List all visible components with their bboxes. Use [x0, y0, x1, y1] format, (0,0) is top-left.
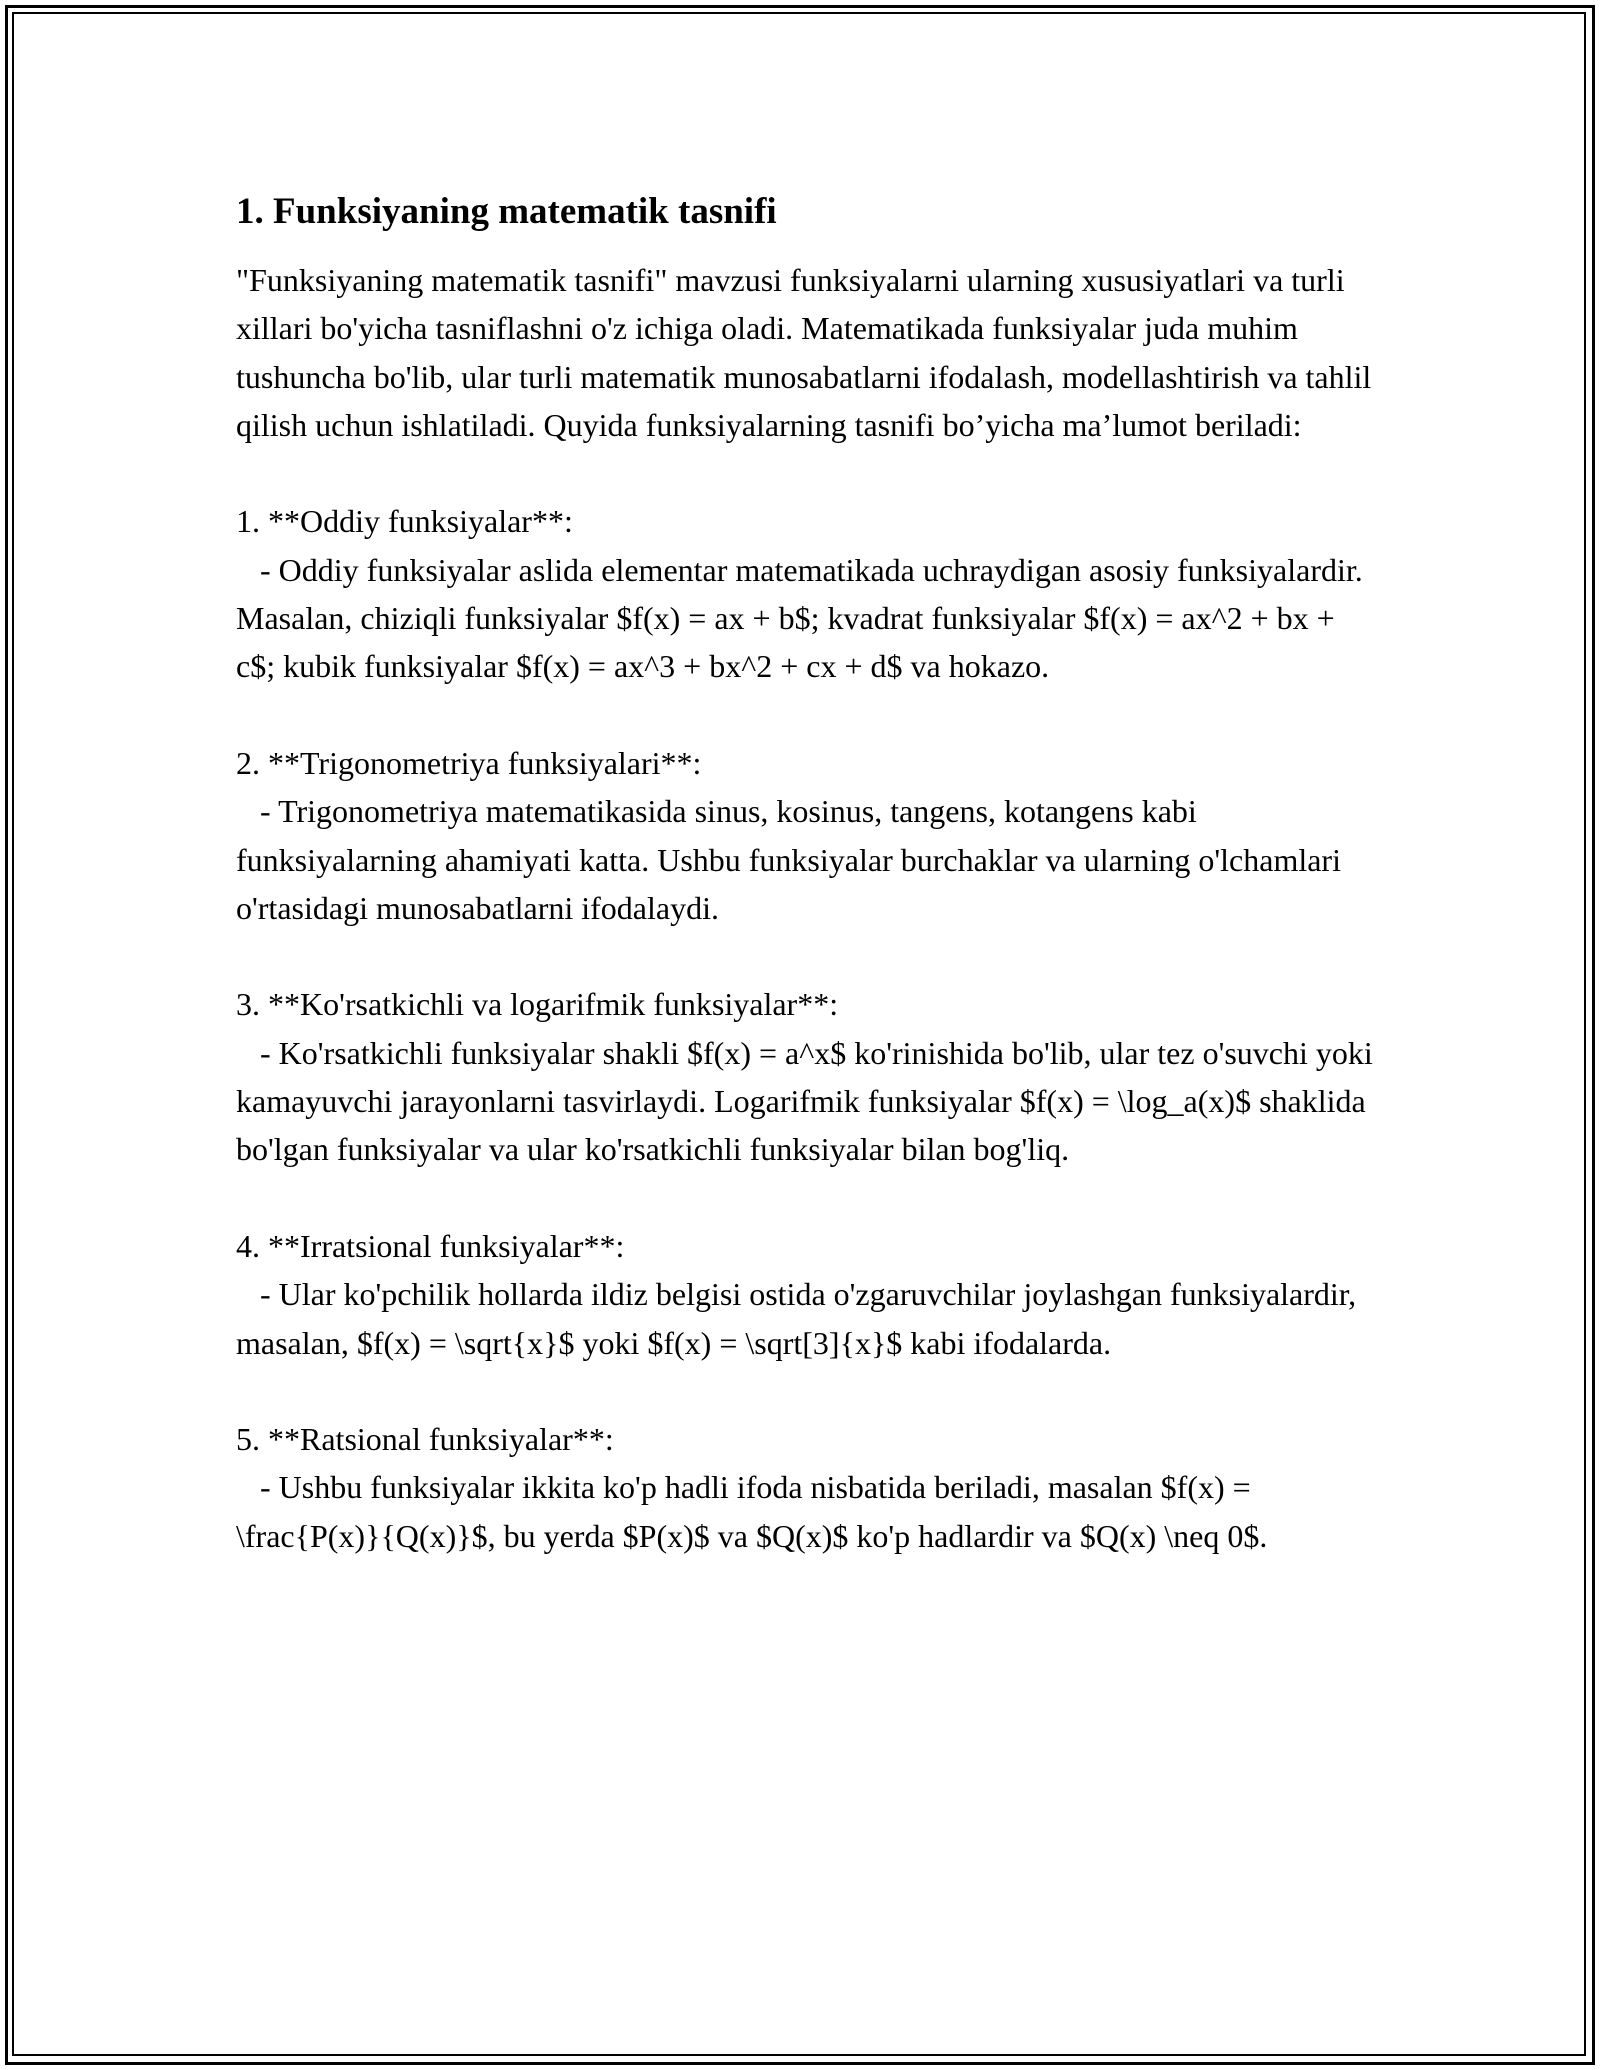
- section-oddiy-funksiyalar: [236, 497, 1376, 690]
- section-irratsional-funksiyalar: [236, 1222, 1376, 1367]
- document-content: [236, 188, 1381, 1560]
- section-body: - Ko'rsatkichli funksiyalar shakli $f(x) = a^x$ ko'rinishida bo'lib, ular tez o'suvchi yoki kamayuvchi jarayonlarni tasvirlaydi. Logarifmik funksiyalar $f(x) = \log_a(x)$ shaklida bo'lgan funksiyalar va ular ko'rsatkichli funksiyalar bilan bog'liq.: [236, 1034, 1381, 1168]
- section-trigonometriya-funksiyalari: [236, 739, 1376, 932]
- section-body: - Oddiy funksiyalar aslida elementar matematikada uchraydigan asosiy funksiyalardir. Masalan, chiziqli funksiyalar $f(x) = ax + b$; kvadrat funksiyalar $f(x) = ax^2 + bx + c$; kubik funksiyalar $f(x) = ax^3 + bx^2 + cx + d$ va hokazo.: [236, 551, 1371, 685]
- intro-paragraph: "Funksiyaning matematik tasnifi" mavzusi funksiyalarni ularning xususiyatlari va turli xillari bo'yicha tasniflashni o'z ichiga oladi. Matematikada funksiyalar juda muhim tushuncha bo'lib, ular turli matematik munosabatlarni ifodalash, modellashtirish va tahlil qilish uchun ishlatiladi. Quyida funksiyalarning tasnifi bo’yicha ma’lumot beriladi:: [236, 262, 1380, 443]
- section-heading: 2. **Trigonometriya funksiyalari**:: [236, 744, 702, 781]
- section-korsatkichli-logarifmik: [236, 980, 1381, 1173]
- section-body: - Ular ko'pchilik hollarda ildiz belgisi ostida o'zgaruvchilar joylashgan funksiyalardir, masalan, $f(x) = \sqrt{x}$ yoki $f(x) = \sqrt[3]{x}$ kabi ifodalarda.: [236, 1276, 1365, 1361]
- section-body: - Trigonometriya matematikasida sinus, kosinus, tangens, kotangens kabi funksiyalarning ahamiyati katta. Ushbu funksiyalar burchaklar va ularning o'lchamlari o'rtasidagi munosabatlarni ifodalaydi.: [236, 793, 1349, 926]
- section-ratsional-funksiyalar: [236, 1415, 1376, 1560]
- section-heading: 5. **Ratsional funksiyalar**:: [236, 1421, 614, 1458]
- section-heading: 1. **Oddiy funksiyalar**:: [236, 503, 573, 540]
- section-heading: 3. **Ko'rsatkichli va logarifmik funksiyalar**:: [236, 986, 839, 1023]
- section-body: - Ushbu funksiyalar ikkita ko'p hadli ifoda nisbatida beriladi, masalan $f(x) = \frac{P(x)}{Q(x)}$, bu yerda $P(x)$ va $Q(x)$ ko'p hadlardir va $Q(x) \neq 0$.: [236, 1469, 1268, 1554]
- document-title: 1. Funksiyaning matematik tasnifi: [236, 191, 777, 232]
- section-heading: 4. **Irratsional funksiyalar**:: [236, 1227, 625, 1264]
